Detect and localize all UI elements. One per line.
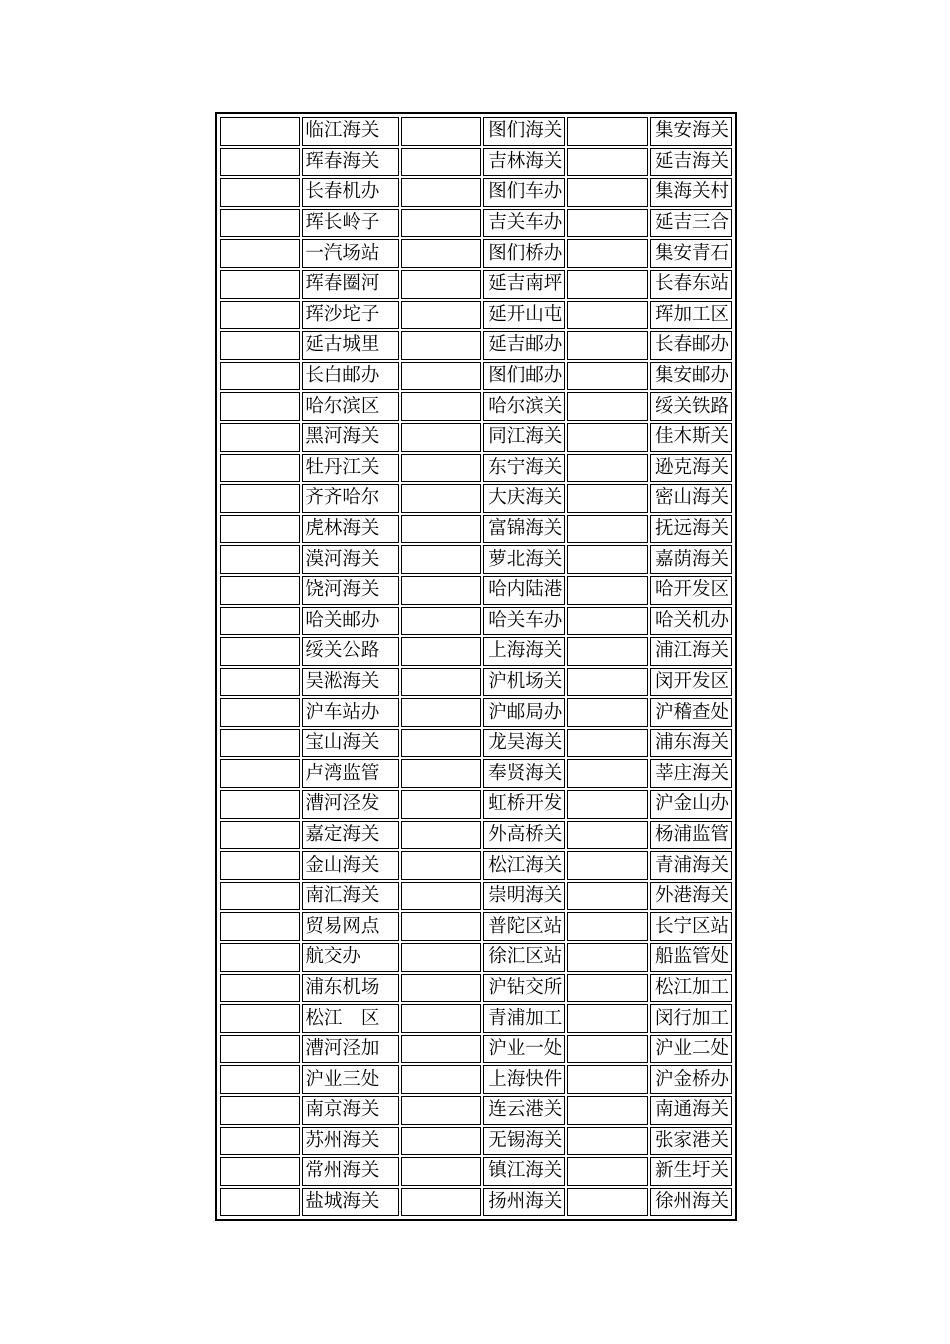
table-row [220,576,732,605]
customs-name-cell: 同江海关 [483,423,565,452]
code-cell [401,1065,481,1094]
code-cell [567,392,647,421]
customs-name-cell: 松江 区 [302,1004,398,1033]
table-row [220,331,732,360]
code-cell [401,117,481,146]
table-row [220,912,732,941]
code-cell [220,209,300,238]
code-cell [220,423,300,452]
customs-name-cell: 沪业二处 [650,1035,732,1064]
customs-name-cell: 新生圩关 [650,1157,732,1186]
customs-name-cell: 哈尔滨关 [483,392,565,421]
table-row [220,362,732,391]
customs-name-cell: 哈开发区 [650,576,732,605]
customs-name-cell: 卢湾监管 [302,759,398,788]
customs-name-cell: 一汽场站 [302,239,398,268]
customs-name-cell: 延古城里 [302,331,398,360]
customs-name-cell: 沪钻交所 [483,974,565,1003]
table-row [220,178,732,207]
code-cell [220,576,300,605]
customs-name-cell: 徐汇区站 [483,943,565,972]
customs-name-cell: 集安海关 [650,117,732,146]
code-cell [220,331,300,360]
code-cell [401,392,481,421]
code-cell [401,974,481,1003]
customs-name-cell: 密山海关 [650,484,732,513]
customs-name-cell: 莘庄海关 [650,759,732,788]
customs-name-cell: 延吉南坪 [483,270,565,299]
code-cell [567,912,647,941]
code-cell [220,607,300,636]
customs-name-cell: 贸易网点 [302,912,398,941]
table-row [220,1004,732,1033]
code-cell [220,484,300,513]
customs-name-cell: 沪业三处 [302,1065,398,1094]
customs-name-cell: 沪机场关 [483,668,565,697]
table-row [220,1157,732,1186]
code-cell [567,148,647,177]
customs-name-cell: 珲沙坨子 [302,301,398,330]
customs-name-cell: 闵开发区 [650,668,732,697]
code-cell [567,729,647,758]
code-cell [567,515,647,544]
customs-name-cell: 延开山屯 [483,301,565,330]
table-row [220,148,732,177]
code-cell [401,851,481,880]
table-body [220,117,732,1216]
customs-name-cell: 南京海关 [302,1096,398,1125]
table-row [220,545,732,574]
code-cell [567,117,647,146]
code-cell [567,882,647,911]
table-row [220,974,732,1003]
customs-name-cell: 长春东站 [650,270,732,299]
table-row [220,698,732,727]
code-cell [220,515,300,544]
code-cell [220,851,300,880]
customs-name-cell: 沪车站办 [302,698,398,727]
customs-name-cell: 集海关村 [650,178,732,207]
code-cell [567,790,647,819]
customs-name-cell: 延吉海关 [650,148,732,177]
code-cell [220,668,300,697]
code-cell [220,545,300,574]
customs-name-cell: 图们车办 [483,178,565,207]
code-cell [220,759,300,788]
table-row [220,851,732,880]
customs-name-cell: 浦东机场 [302,974,398,1003]
code-cell [567,362,647,391]
code-cell [401,209,481,238]
code-cell [567,637,647,666]
customs-name-cell: 张家港关 [650,1127,732,1156]
code-cell [220,454,300,483]
customs-name-cell: 萝北海关 [483,545,565,574]
code-cell [401,729,481,758]
customs-name-cell: 长白邮办 [302,362,398,391]
code-cell [220,117,300,146]
customs-name-cell: 珲春海关 [302,148,398,177]
customs-name-cell: 沪金山办 [650,790,732,819]
customs-name-cell: 佳木斯关 [650,423,732,452]
customs-name-cell: 徐州海关 [650,1188,732,1217]
table-row [220,759,732,788]
code-cell [401,1188,481,1217]
code-cell [567,668,647,697]
table-row [220,454,732,483]
table-row [220,882,732,911]
code-cell [401,882,481,911]
table-row [220,484,732,513]
code-cell [220,729,300,758]
code-cell [401,362,481,391]
customs-name-cell: 沪业一处 [483,1035,565,1064]
code-cell [567,301,647,330]
table-row [220,423,732,452]
code-cell [220,882,300,911]
code-cell [220,698,300,727]
code-cell [220,362,300,391]
customs-name-cell: 长春机办 [302,178,398,207]
customs-name-cell: 图们桥办 [483,239,565,268]
customs-name-cell: 饶河海关 [302,576,398,605]
customs-name-cell: 扬州海关 [483,1188,565,1217]
code-cell [401,239,481,268]
customs-name-cell: 上海快件 [483,1065,565,1094]
customs-name-cell: 崇明海关 [483,882,565,911]
code-cell [567,239,647,268]
code-cell [220,974,300,1003]
code-cell [401,1004,481,1033]
code-cell [567,331,647,360]
code-cell [401,607,481,636]
customs-name-cell: 延吉邮办 [483,331,565,360]
customs-name-cell: 连云港关 [483,1096,565,1125]
customs-name-cell: 浦江海关 [650,637,732,666]
code-cell [567,178,647,207]
customs-name-cell: 沪金桥办 [650,1065,732,1094]
table-row [220,239,732,268]
customs-name-cell: 漠河海关 [302,545,398,574]
code-cell [220,1188,300,1217]
customs-name-cell: 长春邮办 [650,331,732,360]
code-cell [567,698,647,727]
customs-name-cell: 苏州海关 [302,1127,398,1156]
code-cell [220,301,300,330]
code-cell [567,851,647,880]
customs-name-cell: 哈关车办 [483,607,565,636]
code-cell [220,790,300,819]
customs-name-cell: 青浦海关 [650,851,732,880]
code-cell [220,637,300,666]
code-cell [567,607,647,636]
customs-name-cell: 绥关铁路 [650,392,732,421]
code-cell [567,423,647,452]
customs-name-cell: 沪邮局办 [483,698,565,727]
code-cell [401,698,481,727]
customs-name-cell: 外港海关 [650,882,732,911]
customs-name-cell: 金山海关 [302,851,398,880]
code-cell [567,759,647,788]
customs-name-cell: 常州海关 [302,1157,398,1186]
customs-name-cell: 集安邮办 [650,362,732,391]
customs-name-cell: 南通海关 [650,1096,732,1125]
customs-name-cell: 龙吴海关 [483,729,565,758]
table-row [220,821,732,850]
code-cell [220,1035,300,1064]
customs-name-cell: 黑河海关 [302,423,398,452]
table-row [220,1065,732,1094]
table-row [220,637,732,666]
customs-name-cell: 无锡海关 [483,1127,565,1156]
customs-name-cell: 嘉定海关 [302,821,398,850]
code-cell [401,759,481,788]
code-cell [401,821,481,850]
code-cell [220,943,300,972]
code-cell [401,1157,481,1186]
customs-name-cell: 盐城海关 [302,1188,398,1217]
customs-name-cell: 延吉三合 [650,209,732,238]
table-row [220,1188,732,1217]
code-cell [401,545,481,574]
table-row [220,790,732,819]
table-row [220,209,732,238]
customs-code-table [218,115,734,1218]
code-cell [567,974,647,1003]
customs-name-cell: 松江海关 [483,851,565,880]
code-cell [567,1065,647,1094]
code-cell [220,239,300,268]
table-row [220,1127,732,1156]
customs-name-cell: 哈关机办 [650,607,732,636]
code-cell [567,1127,647,1156]
code-cell [220,912,300,941]
customs-name-cell: 普陀区站 [483,912,565,941]
table-row [220,943,732,972]
customs-name-cell: 哈内陆港 [483,576,565,605]
code-cell [567,943,647,972]
code-cell [220,1004,300,1033]
customs-name-cell: 长宁区站 [650,912,732,941]
code-cell [220,178,300,207]
code-cell [567,1004,647,1033]
customs-name-cell: 镇江海关 [483,1157,565,1186]
customs-name-cell: 临江海关 [302,117,398,146]
customs-name-cell: 珲春圈河 [302,270,398,299]
code-cell [567,270,647,299]
code-cell [401,331,481,360]
customs-name-cell: 外高桥关 [483,821,565,850]
code-cell [401,790,481,819]
code-cell [401,301,481,330]
customs-name-cell: 南汇海关 [302,882,398,911]
customs-name-cell: 图们邮办 [483,362,565,391]
customs-name-cell: 漕河泾加 [302,1035,398,1064]
customs-name-cell: 吉林海关 [483,148,565,177]
customs-name-cell: 哈尔滨区 [302,392,398,421]
customs-name-cell: 齐齐哈尔 [302,484,398,513]
customs-name-cell: 松江加工 [650,974,732,1003]
code-cell [401,1127,481,1156]
code-cell [220,1065,300,1094]
table-row [220,301,732,330]
code-cell [220,270,300,299]
customs-name-cell: 珲长岭子 [302,209,398,238]
customs-name-cell: 沪稽查处 [650,698,732,727]
customs-name-cell: 奉贤海关 [483,759,565,788]
table-row [220,270,732,299]
customs-name-cell: 富锦海关 [483,515,565,544]
customs-name-cell: 宝山海关 [302,729,398,758]
table-row [220,515,732,544]
customs-name-cell: 杨浦监管 [650,821,732,850]
customs-name-cell: 绥关公路 [302,637,398,666]
table-row [220,117,732,146]
table-row [220,607,732,636]
table-row [220,668,732,697]
customs-name-cell: 浦东海关 [650,729,732,758]
code-cell [401,454,481,483]
table-row [220,392,732,421]
code-cell [401,668,481,697]
customs-name-cell: 大庆海关 [483,484,565,513]
code-cell [567,576,647,605]
code-cell [401,148,481,177]
customs-name-cell: 东宁海关 [483,454,565,483]
customs-name-cell: 牡丹江关 [302,454,398,483]
code-cell [567,454,647,483]
code-cell [567,1188,647,1217]
code-cell [401,484,481,513]
customs-name-cell: 逊克海关 [650,454,732,483]
customs-name-cell: 吴淞海关 [302,668,398,697]
customs-name-cell: 上海海关 [483,637,565,666]
code-cell [567,545,647,574]
code-cell [220,1157,300,1186]
code-cell [220,148,300,177]
customs-name-cell: 图们海关 [483,117,565,146]
code-cell [401,423,481,452]
code-cell [401,912,481,941]
code-cell [567,484,647,513]
code-cell [220,392,300,421]
code-cell [401,270,481,299]
customs-name-cell: 青浦加工 [483,1004,565,1033]
customs-name-cell: 漕河泾发 [302,790,398,819]
customs-name-cell: 集安青石 [650,239,732,268]
table-row [220,1035,732,1064]
customs-code-table-frame [215,112,737,1221]
code-cell [567,1157,647,1186]
customs-name-cell: 闵行加工 [650,1004,732,1033]
customs-name-cell: 虎林海关 [302,515,398,544]
customs-name-cell: 船监管处 [650,943,732,972]
code-cell [220,1096,300,1125]
code-cell [567,821,647,850]
table-row [220,1096,732,1125]
customs-name-cell: 哈关邮办 [302,607,398,636]
code-cell [401,1096,481,1125]
code-cell [220,1127,300,1156]
table-row [220,729,732,758]
code-cell [401,637,481,666]
code-cell [220,821,300,850]
customs-name-cell: 航交办 [302,943,398,972]
code-cell [401,178,481,207]
customs-name-cell: 吉关车办 [483,209,565,238]
code-cell [401,576,481,605]
code-cell [567,209,647,238]
code-cell [401,943,481,972]
customs-name-cell: 虹桥开发 [483,790,565,819]
code-cell [401,1035,481,1064]
code-cell [401,515,481,544]
code-cell [567,1096,647,1125]
customs-name-cell: 嘉荫海关 [650,545,732,574]
code-cell [567,1035,647,1064]
customs-name-cell: 抚远海关 [650,515,732,544]
customs-name-cell: 珲加工区 [650,301,732,330]
